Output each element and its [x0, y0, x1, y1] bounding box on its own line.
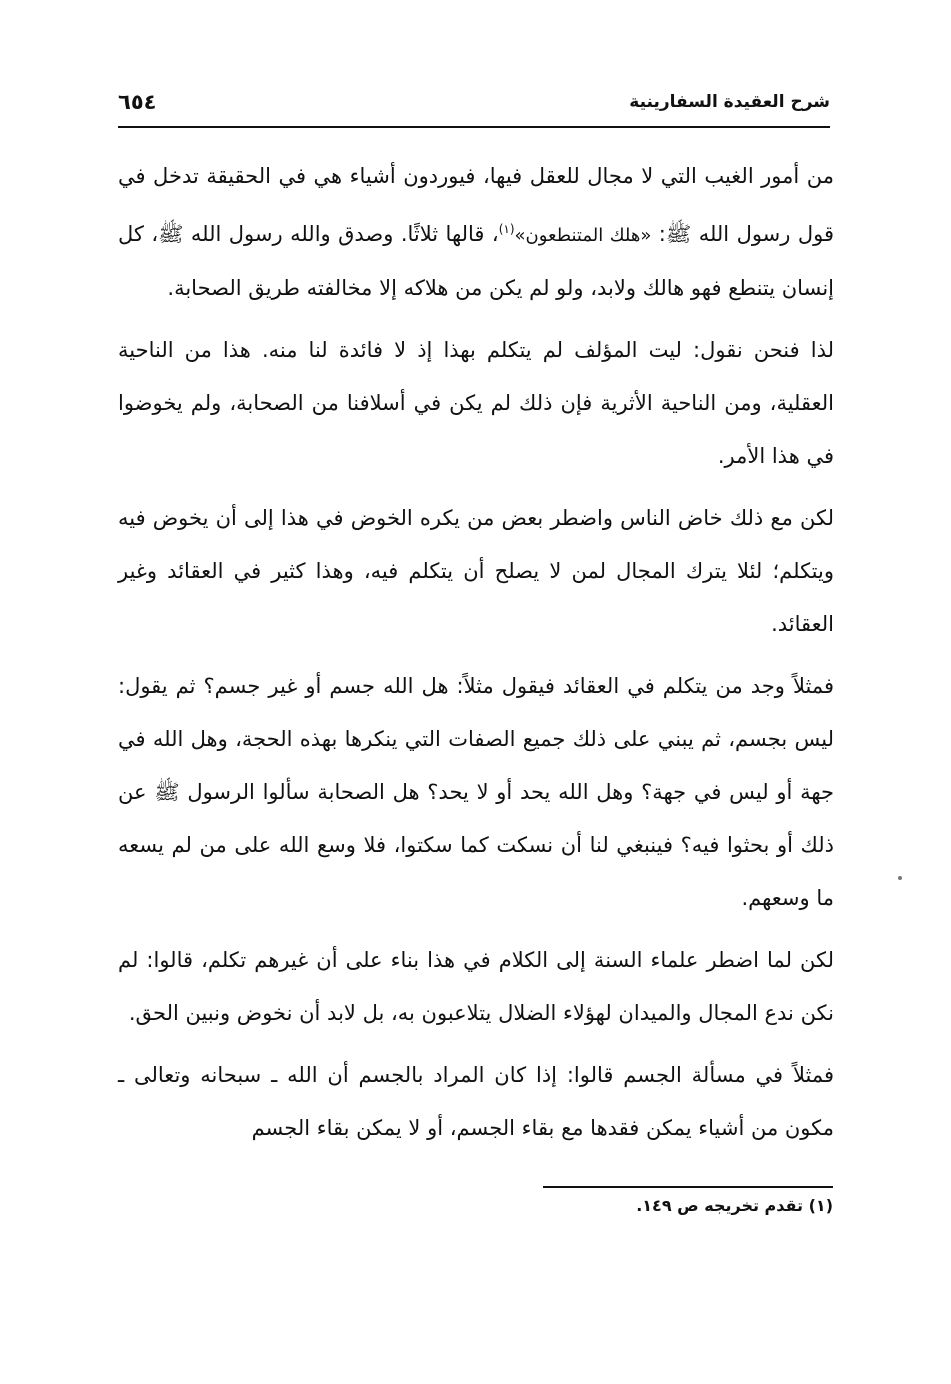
paragraph-6: فمثلاً في مسألة الجسم قالوا: إذا كان المراد بالجسم أن الله ـ سبحانه وتعالى ـ مكون من أشياء يمكن فقدها مع بقاء الجسم، أو لا يمكن بقاء الجسم [118, 1063, 834, 1140]
body-text [118, 150, 834, 1164]
hadith-quote: «هلك المتنطعون» [514, 225, 652, 246]
paragraph-5: لكن لما اضطر علماء السنة إلى الكلام في هذا بناء على أن غيرهم تكلم، قالوا: لم نكن ندع المجال والميدان لهؤلاء الضلال يتلاعبون به، بل لابد أن نخوض ونبين الحق. [118, 948, 834, 1025]
paragraph-1 [118, 150, 834, 315]
paragraph-4: فمثلاً وجد من يتكلم في العقائد فيقول مثلاً: هل الله جسم أو غير جسم؟ ثم يقول: ليس بجسم، ثم يبني على ذلك جميع الصفات التي ينكرها بهذه الحجة، وهل الله في جهة أو ليس في جهة؟ وهل الله يحد أو لا يحد؟ هل الصحابة سألوا الرسول ﷺ عن ذلك أو بحثوا فيه؟ فينبغي لنا أن نسكت كما سكتوا، فلا وسع الله على من لم يسعه ما وسعهم. [118, 674, 834, 910]
book-title: شرح العقيدة السفارينية [629, 92, 830, 112]
footnote-reference[interactable]: (١) [498, 222, 515, 236]
scan-speck [898, 876, 902, 880]
footnote: (١) تقدم تخريجه ص ١٤٩. [636, 1196, 833, 1215]
paragraph-2: لذا فنحن نقول: ليت المؤلف لم يتكلم بهذا إذ لا فائدة لنا منه. هذا من الناحية العقلية، ومن الناحية الأثرية فإن ذلك لم يكن في أسلافنا من الصحابة، ولم يخوضوا في هذا الأمر. [118, 338, 834, 468]
paragraph-1-after: ، قالها ثلاثًا. وصدق والله رسول الله ﷺ، كل إنسان يتنطع فهو هالك ولابد، ولو لم يكن من هلاكه إلا مخالفته طريق الصحابة. [118, 222, 834, 300]
page-header [118, 78, 830, 128]
paragraph-3: لكن مع ذلك خاض الناس واضطر بعض من يكره الخوض في هذا إلى أن يخوض فيه ويتكلم؛ لئلا يترك المجال لمن لا يصلح أن يتكلم فيه، وهذا كثير في العقائد وغير العقائد. [118, 506, 834, 636]
page-number: ٦٥٤ [118, 90, 157, 114]
paragraph-1-before: من أمور الغيب التي لا مجال للعقل فيها، فيوردون أشياء هي في الحقيقة تدخل في قول رسول الله ﷺ: [118, 164, 834, 246]
footnote-divider [543, 1186, 833, 1188]
